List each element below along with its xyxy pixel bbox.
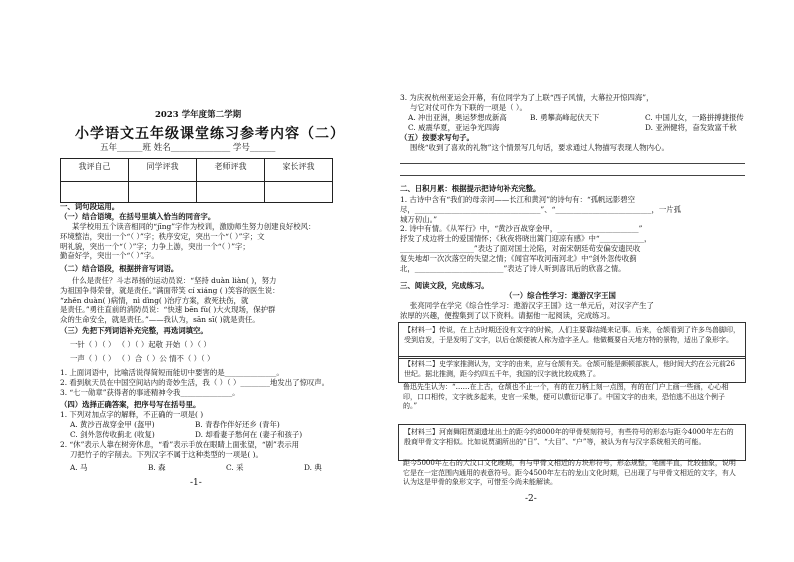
q4-question-1: 1. 下列对加点字的解释，不正确的一项是( ): [60, 410, 204, 419]
q4-option: C. 剑外忽传收蓟北 (收复): [70, 430, 155, 439]
q3-item: 1. 上面词语中，比喻活说得简短而能切中要害的是______________。: [60, 368, 284, 377]
q4-option: D. 却看妻子愁何在 (妻子和孩子): [195, 430, 303, 439]
poem-line: 北，________________________”表达了诗人听到喜讯后的欣喜之情。: [400, 263, 626, 273]
section-1-heading: 一、词句段运用。: [60, 202, 120, 211]
material-3: 【材料三】河南舞阳贾湖遗址出土的距今约8000年的甲骨契刻符号，有些符号的形态与距今4000年左右的殷商甲骨文字相似。比如说贾湖所出的“日”、“大目”、“户”等，被认为有与汉字系统相关的可能。: [398, 424, 746, 461]
q4-option: C. 采: [226, 463, 244, 472]
eval-cell-parent[interactable]: [265, 182, 333, 203]
material-2: 【材料二】史学家推测认为，文字的由来，应与仓颉有关。仓颉可能是颇顿部族人，他时间大约在公元前26世纪。据北推测，距今约四五千年，我国的汉字就比较成熟了。: [398, 356, 746, 383]
eval-header-self: 我评自己: [61, 159, 129, 182]
eval-header-peer: 同学评我: [129, 159, 197, 182]
q2-line: 是责任。”勇往直前的消防员说：“快速 bēn fù( )大火现场，保护群: [60, 305, 276, 315]
q5-option: D. 亚洲健将，奋发致富千秋: [645, 123, 737, 132]
q5-option: B. 勇攀高峰起伏天下: [530, 113, 600, 122]
q6-title: （五）按要求写句子。: [400, 133, 474, 142]
eval-cell-self[interactable]: [61, 182, 129, 203]
q4-option: A. 马: [70, 463, 88, 472]
q3-idiom-row: 一声（ ）（ ） （ ）合（ ）公 情不（ ）（ ）: [70, 354, 215, 363]
section-2-heading: 二、日积月累：根据提示把诗句补充完整。: [400, 184, 541, 193]
q4-title: （四）选择正确答案，把序号写在括号里。: [60, 400, 201, 409]
q5-line: 与它对仗可作为下联的一项是（ ）。: [410, 102, 527, 112]
q1-body: [60, 222, 315, 261]
q2-line: 众的生命安全，就是责任。”——我认为，sān sī( )就是责任。: [60, 315, 260, 325]
q4-option: D. 典: [304, 463, 322, 472]
page-number-right: -2-: [525, 494, 537, 504]
evaluation-table: [60, 158, 333, 203]
q4-question-2: [60, 440, 299, 460]
poem-line: 抒发了戍边将士的爱国情怀；《秋夜将晓出篱门迎凉有感》中“____________，: [400, 234, 652, 244]
q1-line: 勤奋好学，突出一个“（ ）”字。: [60, 251, 159, 261]
q3-title: （三）先把下列词语补充完整，再选词填空。: [60, 326, 208, 335]
q3-idiom-row: 一针（ ）（ ） （ ）（ ）起敬 开始（ ）（ ）: [70, 340, 211, 349]
q4-option: B. 青春作伴好还乡 (青年): [195, 420, 280, 429]
eval-cell-teacher[interactable]: [197, 182, 265, 203]
page-number-left: -1-: [190, 478, 202, 488]
eval-header-parent: 家长评我: [265, 159, 333, 182]
poem-line: 复失地却一次次落空的失望之情；《闻官军收河南河北》中“剑外忽传收蓟: [400, 253, 637, 263]
material-1: 【材料一】传说，在上古时期还没有文字的时候，人们主要靠结绳来记事。后来，仓颉看到了许多鸟兽脚印，受到启发，于是发明了文字，以后仓颉便被人称为造字圣人。他做概要自天地方特的景物，适出了象形字。: [398, 322, 746, 359]
q4-option: A. 黄沙百战穿金甲 (盔甲): [70, 420, 155, 429]
q4-q2-line: 2. “休”表示人靠在树旁休息，“看”表示手放在眼睛上面张望，“剧”表示用: [60, 440, 300, 449]
eval-cell-peer[interactable]: [129, 182, 197, 203]
poem-line: ____________________”表达了面对国土沦陷，对南宋朝廷苟安偏安遗民收: [400, 243, 641, 253]
poem-line: 城万仞山。”: [400, 214, 438, 224]
q5-option: C. 威震华夏，亚运争光四海: [408, 123, 500, 132]
q1-title: （一）结合语境，在括号里填入恰当的同音字。: [60, 212, 216, 221]
q5-line: 3. 为庆祝杭州亚运会开幕，有位同学为了上联“西子风情，大幕拉开惊四海”，: [400, 93, 654, 102]
q2-title: （二）结合语段，根据拼音写词语。: [60, 264, 179, 273]
q4-q2-line: 刀把竹子的字削去。下列汉字不属于这种类型的一项是( )。: [70, 449, 263, 459]
q5-option: A. 冲出亚洲，奥运梦想成新高: [408, 113, 507, 122]
q1-line: 某学校用五个读音相同的“jīng”字作为校训，激励师生努力创建良好校风：: [72, 222, 316, 231]
q5-block: [400, 93, 653, 113]
material-3-text: 距今5000年左右的大汶口文化晚期，有与甲骨文相近的方块形符号，形态规整，笔画平直，比较抽象，说明它是在一定范围内通用的表意符号。距今4500年左右的龙山文化时期，已出现了与甲骨文相近的文字，有人认为这是甲骨的象形文字，可惜至今尚未能解读。: [403, 459, 736, 487]
reading-line: 浓厚的兴趣，便搜集到了以下资料。请据他一起阅读，完成练习。: [400, 310, 615, 320]
q3-items: [60, 368, 329, 397]
page-title: 小学语文五年级课堂练习参考内容（二）: [75, 126, 345, 142]
answer-line[interactable]: [400, 163, 745, 164]
q5-option: C. 中国儿女，一路拼搏捷报传: [645, 113, 744, 122]
q4-option: B. 森: [148, 463, 166, 472]
q2-body: [60, 276, 280, 325]
section-3-heading: 三、阅读文段，完成练习。: [400, 281, 489, 290]
reading-line: 张亮同学在学完《综合性学习：遨游汉字王国》这一单元后，对汉字产生了: [410, 301, 654, 310]
q3-item: 2. 看到航天员在中国空间站内的奇妙生活，我（ ）（ ）________地发出了惊叹声。: [60, 377, 330, 387]
school-year-header: 2023 学年度第二学期: [155, 110, 242, 120]
reading-intro: [400, 301, 654, 321]
q1-line: 环境整洁，突出一个“（ ）”字；秩序安定，突出一个“（ ）”字；文: [60, 231, 265, 241]
q2-line: “zhěn duàn( )病情，nì dìng( )治疗方案，救死扶伤，就: [60, 295, 249, 305]
q6-text: 围绕“收到了喜欢的礼物”这个情景写几句话，要求通过人物描写表现人物内心。: [410, 143, 669, 152]
section-2-body: [400, 195, 681, 273]
poem-line: 尽，__________________________________”、“__________________________，一片孤: [400, 204, 682, 214]
answer-line[interactable]: [400, 175, 745, 176]
q3-item: 3. “七一勋章”获得者的事迹精神令我______________。: [60, 387, 240, 397]
poem-line: 2. 诗中有情。《从军行》中，“黄沙百战穿金甲，______________________”: [400, 224, 643, 234]
material-2-quote: 鲁迅先生认为：“……在上古，仓颉也不止一个，有的在刀柄上刻一点图，有的在门户上画一些画，心心相印，口口相传，文字就多起来，史官一采集，便可以敷衍记事了。中国文字的由来，恐怕逃不出这个例子的。”: [403, 383, 729, 411]
student-info-line: 五年______班 姓名______________ 学号______: [100, 143, 276, 153]
reading-title: （一）综合性学习：遨游汉字王国: [505, 291, 616, 300]
q2-line: 为祖国争得荣誉，就是责任。”满面带笑 cí xiáng ( )笑容的医生说：: [60, 285, 280, 295]
poem-line: 1. 古诗中含有“我们的母亲河——长江和黄河”的诗句有：“孤帆远影碧空: [400, 195, 636, 204]
q2-line: 什么是责任？斗志昂扬的运动员说：“坚持 duàn liàn( )，努力: [72, 276, 277, 285]
q1-line: 明礼貌，突出一个“（ ）”字；力争上游，突出一个“（ ）”字；: [60, 241, 250, 251]
eval-header-teacher: 老师评我: [197, 159, 265, 182]
